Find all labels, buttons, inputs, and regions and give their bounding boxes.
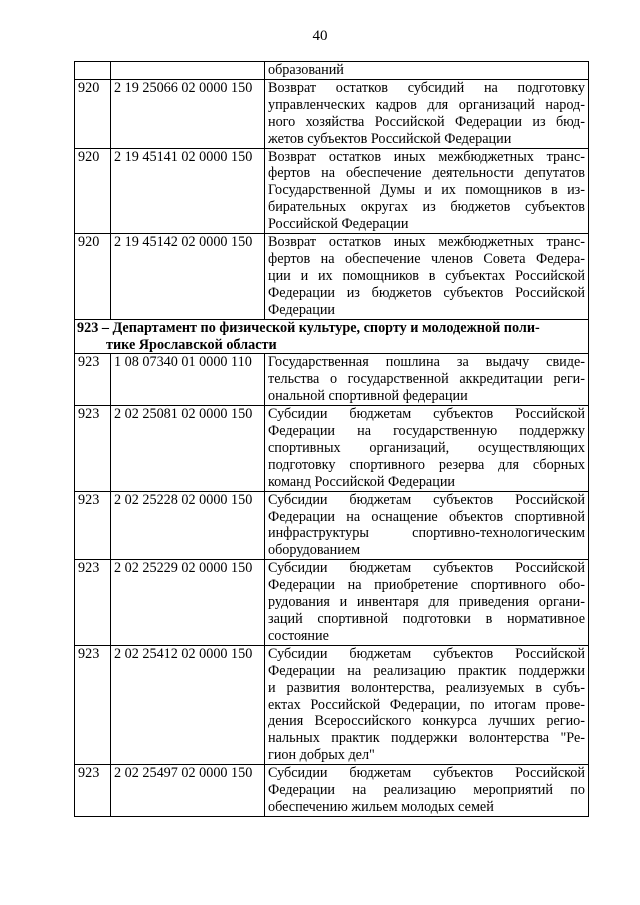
admin-code-cell: 923 <box>75 491 111 560</box>
revenue-name-line: оборудованием <box>268 542 361 559</box>
revenue-name-cell <box>265 354 589 406</box>
revenue-name-line: состояние <box>268 627 329 644</box>
revenue-name-line: фертов на обеспечение членов Совета Федера- <box>268 250 585 267</box>
revenue-name-line: ции и их помощников в субъектах Российской <box>268 267 585 284</box>
table-body <box>75 62 589 817</box>
table-row <box>75 79 589 148</box>
page-number: 40 <box>312 28 328 44</box>
revenue-name-line: рудования и инвентаря для приведения органи- <box>268 594 585 611</box>
revenue-name-cell <box>265 491 589 560</box>
revenue-name-line: Субсидии бюджетам субъектов Российской <box>268 560 585 577</box>
admin-code-cell: 920 <box>75 234 111 320</box>
revenue-name-line: Субсидии бюджетам субъектов Российской <box>268 406 585 423</box>
revenue-name-line: Федерации из бюджетов субъектов Российской <box>268 284 585 301</box>
budget-classification-code-cell: 2 02 25229 02 0000 150 <box>111 560 265 646</box>
budget-classification-code-cell <box>111 62 265 80</box>
revenue-name-line: нальных практик поддержки волонтерства "Ре- <box>268 730 585 747</box>
revenue-name-line: Возврат остатков иных межбюджетных транс- <box>268 148 585 165</box>
revenue-name-line: Субсидии бюджетам субъектов Российской <box>268 645 585 662</box>
revenue-name-cell <box>265 560 589 646</box>
section-title-line: тике Ярославской области <box>106 336 277 353</box>
revenue-name-line: Возврат остатков иных межбюджетных транс- <box>268 234 585 251</box>
revenue-name-line: заций спортивной подготовки в нормативное <box>268 611 585 627</box>
section-title-line: 923 – Департамент по физической культуре, спорту и молодежной поли- <box>77 319 540 336</box>
table-row <box>75 406 589 492</box>
revenue-name-line: Субсидии бюджетам субъектов Российской <box>268 491 585 508</box>
revenue-name-line: фертов на обеспечение деятельности депутатов <box>268 165 585 182</box>
revenue-name-line: Федерации на реализацию мероприятий по <box>268 782 585 799</box>
revenue-name-line: гион добрых дел" <box>268 747 375 764</box>
admin-code-cell: 923 <box>75 645 111 764</box>
revenue-name-line: Федерации на приобретение спортивного обо- <box>268 577 585 594</box>
revenue-name-line: управленческих кадров для организаций народ- <box>268 96 585 113</box>
revenue-name-line: тельства о государственной аккредитации реги- <box>268 371 585 388</box>
table-row <box>75 234 589 320</box>
revenue-name-line: Субсидии бюджетам субъектов Российской <box>268 765 585 782</box>
revenue-name-cell <box>265 148 589 234</box>
revenue-name-cell <box>265 234 589 320</box>
budget-classification-code-cell: 2 19 25066 02 0000 150 <box>111 79 265 148</box>
revenue-name-cell <box>265 406 589 492</box>
revenue-name-line: Федерации на реализацию практик поддержки <box>268 662 585 679</box>
revenue-name-line: образований <box>268 62 344 78</box>
revenue-name-line: Российской Федерации <box>268 216 409 233</box>
revenue-name-cell <box>265 765 589 817</box>
revenue-name-cell <box>265 645 589 764</box>
admin-code-cell: 923 <box>75 354 111 406</box>
section-header-row <box>75 319 589 354</box>
revenue-name-line: ектах Российской Федерации, по итогам прове- <box>268 696 585 713</box>
table-row <box>75 491 589 560</box>
revenue-name-line: и развития волонтерства, реализуемых в субъ- <box>268 679 585 696</box>
revenue-name-line: Федерации на оснащение объектов спортивной <box>268 508 585 525</box>
table-row <box>75 62 589 80</box>
revenue-name-cell <box>265 79 589 148</box>
revenue-name-line: Возврат остатков субсидий на подготовку <box>268 79 585 96</box>
budget-classification-code-cell: 2 02 25497 02 0000 150 <box>111 765 265 817</box>
budget-classification-code-cell: 2 02 25412 02 0000 150 <box>111 645 265 764</box>
admin-code-cell: 920 <box>75 79 111 148</box>
revenue-name-line: команд Российской Федерации <box>268 473 455 490</box>
revenue-name-line: жетов субъектов Российской Федерации <box>268 130 512 147</box>
revenue-name-line: инфраструктуры спортивно-технологическим <box>268 525 585 542</box>
admin-code-cell: 920 <box>75 148 111 234</box>
admin-code-cell: 923 <box>75 560 111 646</box>
admin-code-cell: 923 <box>75 406 111 492</box>
budget-codes-table <box>74 61 589 817</box>
revenue-name-line: ональной спортивной федерации <box>268 388 468 405</box>
revenue-name-line: ного хозяйства Российской Федерации из бюд- <box>268 113 585 130</box>
revenue-name-line: обеспечению жильем молодых семей <box>268 798 494 815</box>
budget-classification-code-cell: 1 08 07340 01 0000 110 <box>111 354 265 406</box>
table-row <box>75 765 589 817</box>
revenue-name-cell <box>265 62 589 80</box>
revenue-name-line: Государственная пошлина за выдачу свиде- <box>268 354 585 371</box>
revenue-name-line: спортивных организаций, осуществляющих <box>268 439 585 456</box>
admin-code-cell: 923 <box>75 765 111 817</box>
revenue-name-line: бирательных округах из бюджетов субъектов <box>268 199 585 216</box>
budget-classification-code-cell: 2 02 25081 02 0000 150 <box>111 406 265 492</box>
budget-classification-code-cell: 2 19 45142 02 0000 150 <box>111 234 265 320</box>
table-row <box>75 148 589 234</box>
budget-classification-code-cell: 2 19 45141 02 0000 150 <box>111 148 265 234</box>
section-header-cell <box>75 319 589 354</box>
table-row <box>75 354 589 406</box>
revenue-name-line: Государственной Думы и их помощников в из- <box>268 182 585 199</box>
table-row <box>75 645 589 764</box>
revenue-name-line: дения Всероссийского конкурса лучших регио- <box>268 713 585 730</box>
revenue-name-line: подготовку спортивного резерва для сборных <box>268 456 585 473</box>
budget-classification-code-cell: 2 02 25228 02 0000 150 <box>111 491 265 560</box>
revenue-name-line: Федерации <box>268 301 336 318</box>
table-row <box>75 560 589 646</box>
admin-code-cell <box>75 62 111 80</box>
revenue-name-line: Федерации на государственную поддержку <box>268 423 585 440</box>
